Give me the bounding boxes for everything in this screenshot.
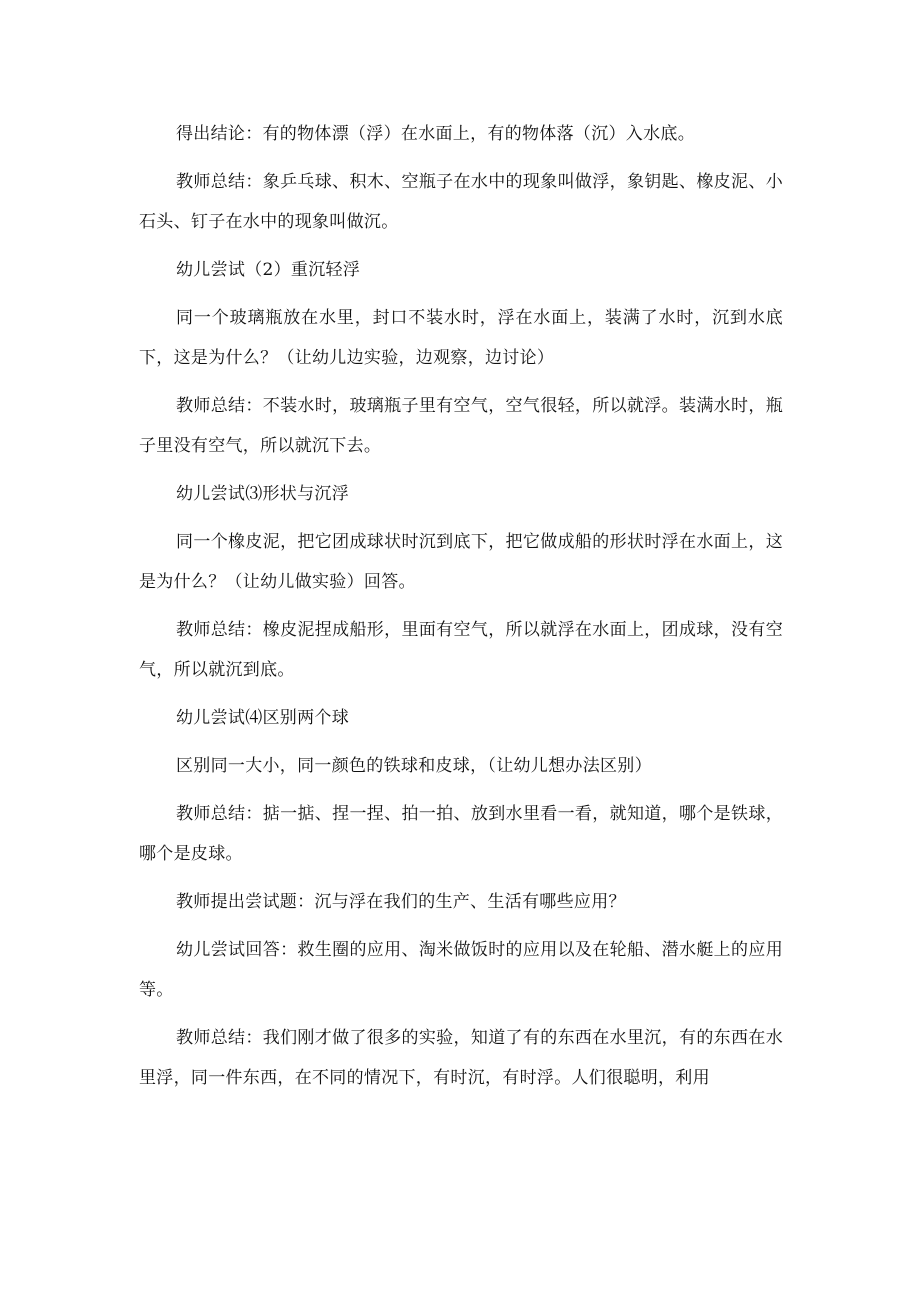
paragraph-teacher-question: 教师提出尝试题：沉与浮在我们的生产、生活有哪些应用？ bbox=[176, 892, 626, 912]
paragraph-child-try-4: 幼儿尝试⑷区别两个球 bbox=[176, 708, 349, 728]
paragraph-distinguish-balls: 区别同一大小，同一颜色的铁球和皮球，（让幼儿想办法区别） bbox=[176, 756, 652, 776]
paragraph-teacher-summary-1: 教师总结：象乒乓球、积木、空瓶子在水中的现象叫做浮，象钥匙、橡皮泥、小石头、钉子在水中的现象叫做沉。 bbox=[139, 172, 783, 232]
paragraph-glass-bottle: 同一个玻璃瓶放在水里，封口不装水时，浮在水面上，装满了水时，沉到水底下，这是为什么？（让幼儿边实验，边观察，边讨论） bbox=[139, 308, 783, 368]
paragraph-teacher-summary-2: 教师总结：不装水时，玻璃瓶子里有空气，空气很轻，所以就浮。装满水时，瓶子里没有空气，所以就沉下去。 bbox=[139, 396, 783, 456]
paragraph-child-try-2: 幼儿尝试（2）重沉轻浮 bbox=[176, 260, 361, 280]
paragraph-teacher-summary-3: 教师总结：橡皮泥捏成船形，里面有空气，所以就浮在水面上，团成球，没有空气，所以就沉到底。 bbox=[139, 620, 783, 680]
paragraph-plasticine: 同一个橡皮泥，把它团成球状时沉到底下，把它做成船的形状时浮在水面上，这是为什么？（让幼儿做实验）回答。 bbox=[139, 532, 783, 592]
paragraph-teacher-summary-5: 教师总结：我们刚才做了很多的实验，知道了有的东西在水里沉，有的东西在水里浮，同一件东西，在不同的情况下，有时沉，有时浮。人们很聪明，利用 bbox=[139, 1028, 783, 1088]
document-body bbox=[139, 114, 783, 1098]
paragraph-teacher-summary-4: 教师总结：掂一掂、捏一捏、拍一拍、放到水里看一看，就知道，哪个是铁球，哪个是皮球。 bbox=[139, 804, 783, 864]
paragraph-child-try-3: 幼儿尝试⑶形状与沉浮 bbox=[176, 484, 349, 504]
paragraph-child-answer: 幼儿尝试回答：救生圈的应用、淘米做饭时的应用以及在轮船、潜水艇上的应用等。 bbox=[139, 940, 783, 1000]
paragraph-conclusion: 得出结论：有的物体漂（浮）在水面上，有的物体落（沉）入水底。 bbox=[176, 124, 695, 144]
